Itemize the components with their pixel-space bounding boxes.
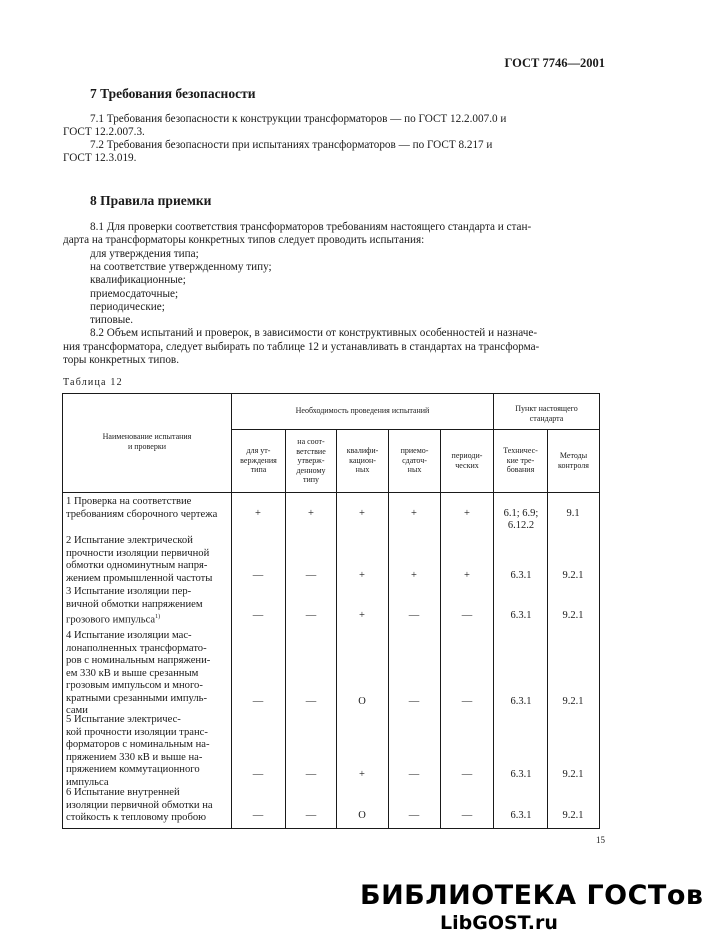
table-cell-mark: +	[464, 508, 470, 519]
table-cell-mark: +	[359, 610, 365, 621]
col-header-acceptance: приемо- сдаточ- ных	[400, 446, 429, 475]
table-cell-mark: +	[308, 508, 314, 519]
table-cell-mark: —	[252, 769, 264, 780]
table-cell-requirement: 6.3.1	[510, 570, 532, 581]
table-cell-mark: +	[359, 769, 365, 780]
table-cell-mark: —	[305, 696, 317, 707]
section-8-1-line2: дарта на трансформаторы конкретных типов следует проводить испытания:	[63, 234, 425, 246]
section-7-1-line2: ГОСТ 12.2.007.3.	[63, 126, 145, 138]
col-group-tests: Необходимость проведения испытаний	[295, 406, 430, 415]
page-number: 15	[596, 835, 605, 845]
table-cell-method: 9.2.1	[562, 570, 584, 581]
table-cell-mark: —	[461, 696, 473, 707]
table-cell-mark: —	[305, 570, 317, 581]
list-item: периодические;	[90, 301, 165, 313]
table-cell-mark: —	[408, 696, 420, 707]
table-cell-method: 9.2.1	[562, 610, 584, 621]
table-cell-method: 9.2.1	[562, 810, 584, 821]
watermark-url: LibGOST.ru	[440, 912, 558, 934]
table-row-name: 6 Испытание внутренней изоляции первичной обмотки на стойкость к тепловому пробою	[66, 787, 213, 823]
table-cell-mark: —	[305, 610, 317, 621]
section-7-1-line1: 7.1 Требования безопасности к конструкции трансформаторов — по ГОСТ 12.2.007.0 и	[90, 113, 507, 125]
table-row-name: 4 Испытание изоляции мас- лонаполненных трансформато- ров с номинальным напряжени- ем 330 кВ и выше срезанным грозовым импульсом и много- кратными срезанными импуль- сами	[66, 630, 211, 716]
table-cell-mark: —	[252, 610, 264, 621]
table-cell-requirement: 6.1; 6.9; 6.12.2	[503, 508, 539, 531]
table-cell-mark: —	[252, 696, 264, 707]
table-row-name: 2 Испытание электрической прочности изоляции первичной обмотки одноминутным напря- жением промышленной частоты	[66, 535, 213, 584]
table-cell-requirement: 6.3.1	[510, 696, 532, 707]
col-group-reference: Пункт настоящего стандарта	[515, 404, 578, 423]
section-7-2-line2: ГОСТ 12.3.019.	[63, 152, 137, 164]
table-cell-method: 9.1	[566, 508, 580, 519]
table-cell-mark: +	[411, 508, 417, 519]
table-cell-mark: —	[252, 570, 264, 581]
table-cell-mark: —	[461, 769, 473, 780]
list-item: квалификационные;	[90, 274, 186, 286]
table-cell-requirement: 6.3.1	[510, 610, 532, 621]
section-8-title: 8 Правила приемки	[90, 193, 212, 208]
col-header-name: Наименование испытания и проверки	[102, 432, 192, 451]
table-cell-mark: —	[408, 610, 420, 621]
section-7-2-line1: 7.2 Требования безопасности при испытаниях трансформаторов — по ГОСТ 8.217 и	[90, 139, 493, 151]
table-row-name: 1 Проверка на соответствие требованиям сборочного чертежа	[66, 496, 218, 520]
col-header-periodic: периоди- ческих	[451, 451, 483, 470]
table-cell-mark: —	[252, 810, 264, 821]
table-row-name: 5 Испытание электричес- кой прочности изоляции транс- форматоров с номинальным на- пряжением 330 кВ и выше на- пряжением коммутационного импульса	[66, 714, 210, 788]
section-8-2-line3: торы конкретных типов.	[63, 354, 180, 366]
list-item: типовые.	[90, 314, 134, 326]
section-7-title: 7 Требования безопасности	[90, 86, 256, 101]
section-8-2-line1: 8.2 Объем испытаний и проверок, в зависимости от конструктивных особенностей и назначе-	[90, 327, 538, 339]
table-cell-mark: +	[464, 570, 470, 581]
table-cell-requirement: 6.3.1	[510, 769, 532, 780]
list-item: для утверждения типа;	[90, 248, 199, 260]
list-item: на соответствие утвержденному типу;	[90, 261, 272, 273]
table-row-name: 3 Испытание изоляции пер- вичной обмотки напряжением грозового импульса$^{1)}$	[66, 586, 203, 626]
watermark-title: БИБЛИОТЕКА ГОСТов	[360, 880, 703, 911]
table-cell-requirement: 6.3.1	[510, 810, 532, 821]
table-cell-mark: +	[255, 508, 261, 519]
col-header-qualification: квалифи- кацион- ных	[346, 446, 379, 475]
col-header-type-approval: для ут- верждения типа	[240, 446, 277, 475]
table-cell-method: 9.2.1	[562, 696, 584, 707]
col-header-control-methods: Методы контроля	[558, 451, 589, 470]
table-cell-mark: +	[359, 570, 365, 581]
section-8-1-line1: 8.1 Для проверки соответствия трансформаторов требованиям настоящего стандарта и стан-	[90, 221, 532, 233]
table-cell-mark: —	[305, 810, 317, 821]
table-cell-mark: +	[359, 508, 365, 519]
list-item: приемосдаточные;	[90, 288, 179, 300]
table-cell-mark: —	[408, 810, 420, 821]
section-8-2-line2: ния трансформатора, следует выбирать по таблице 12 и устанавливать в стандартах на трансформа-	[63, 341, 540, 353]
document-header: ГОСТ 7746—2001	[504, 56, 605, 70]
col-header-type-conformity: на соот- ветствие утверж- денному типу	[296, 437, 326, 485]
table-cell-mark: —	[408, 769, 420, 780]
table-cell-mark: O	[358, 810, 366, 821]
table-cell-mark: —	[461, 810, 473, 821]
table-cell-mark: —	[461, 610, 473, 621]
table-cell-mark: —	[305, 769, 317, 780]
col-header-tech-requirements: Техничес- кие тре- бования	[503, 446, 538, 475]
table-cell-mark: +	[411, 570, 417, 581]
table-caption: Таблица 12	[63, 377, 123, 388]
table-cell-mark: O	[358, 696, 366, 707]
table-cell-method: 9.2.1	[562, 769, 584, 780]
